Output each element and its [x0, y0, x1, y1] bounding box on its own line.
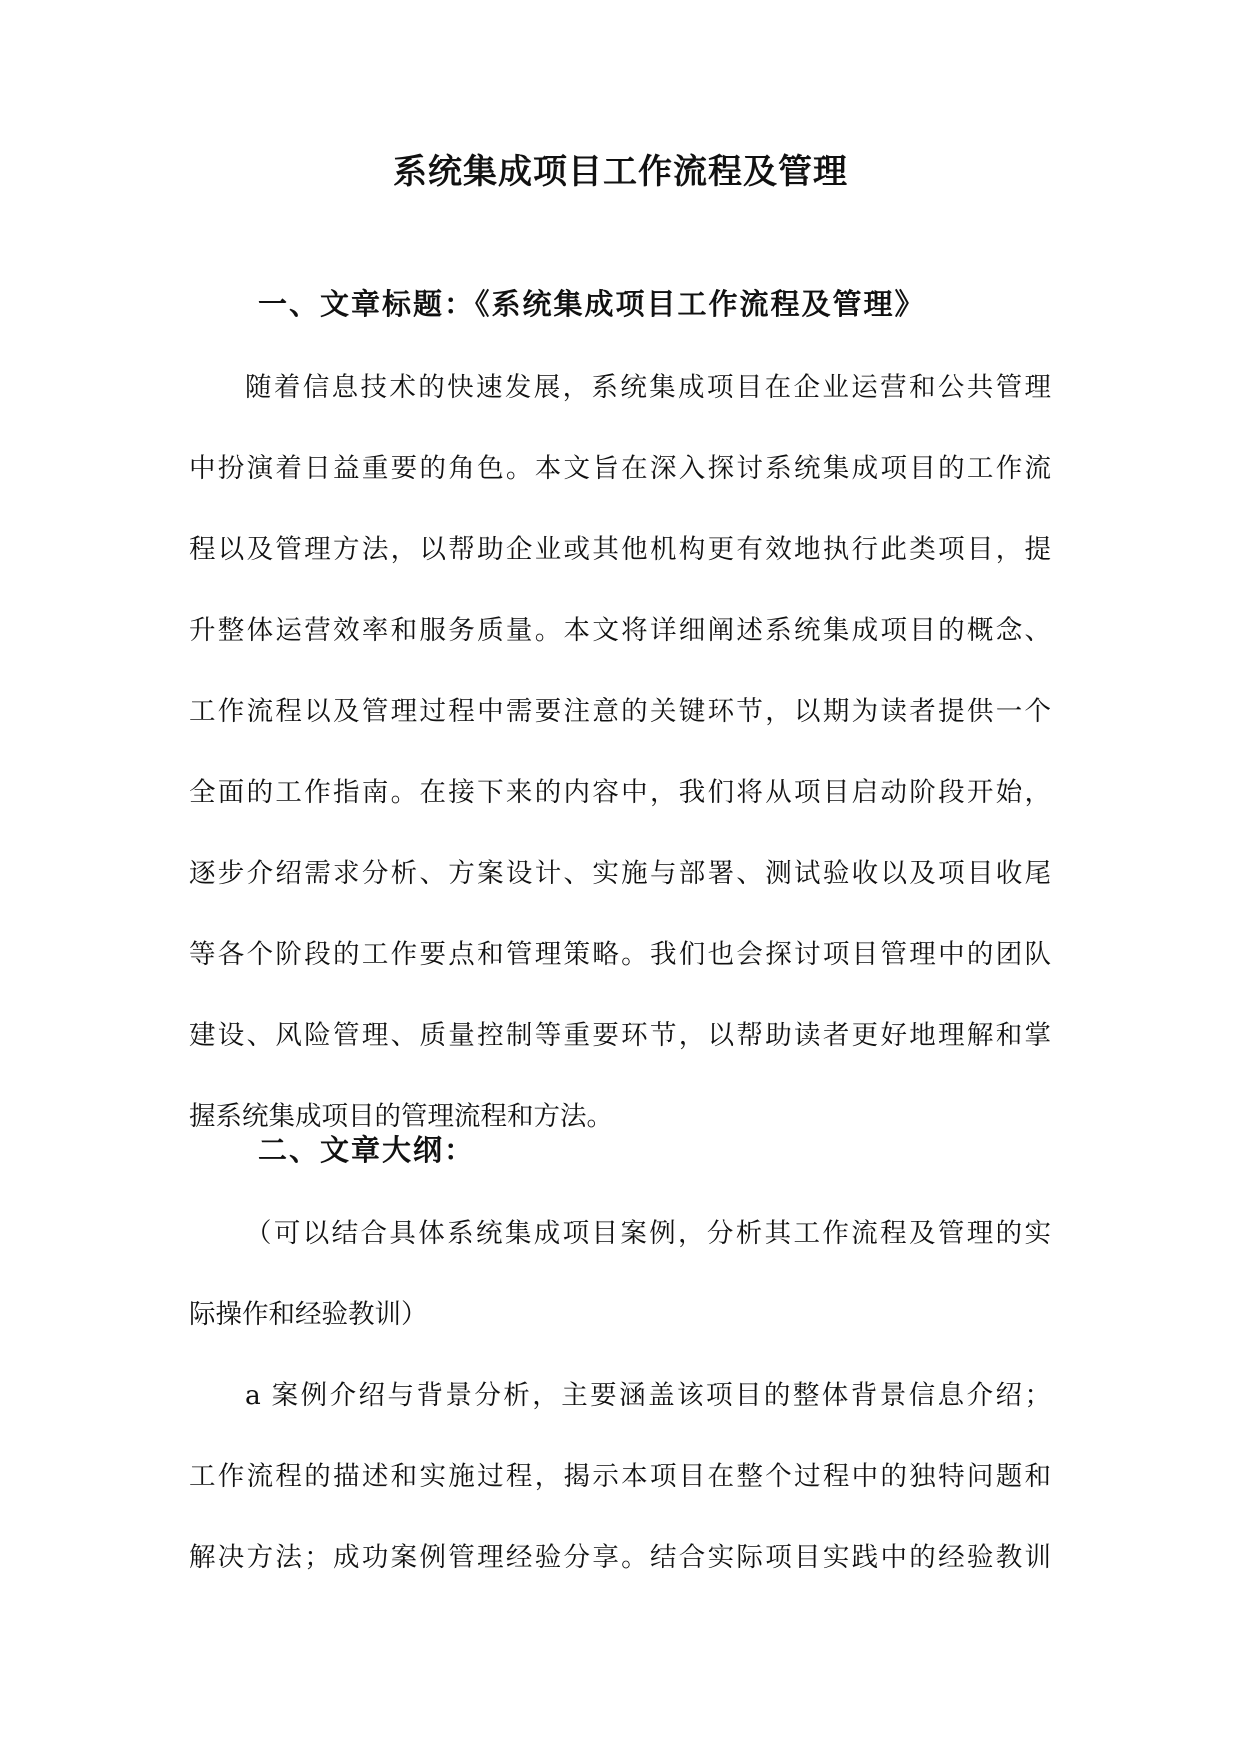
paragraph-line: 建设、风险管理、质量控制等重要环节，以帮助读者更好地理解和掌 — [189, 1020, 1051, 1051]
paragraph-line: a 案例介绍与背景分析，主要涵盖该项目的整体背景信息介绍； — [245, 1380, 1051, 1411]
intro-paragraph — [189, 347, 1051, 1157]
paragraph-line: 解决方法；成功案例管理经验分享。结合实际项目实践中的经验教训 — [189, 1542, 1051, 1573]
outline-note-paragraph — [189, 1193, 1051, 1355]
paragraph-line: 际操作和经验教训） — [189, 1299, 428, 1330]
paragraph-line: 升整体运营效率和服务质量。本文将详细阐述系统集成项目的概念、 — [189, 615, 1051, 646]
paragraph-line: 工作流程的描述和实施过程，揭示本项目在整个过程中的独特问题和 — [189, 1461, 1051, 1492]
paragraph-line: 等各个阶段的工作要点和管理策略。我们也会探讨项目管理中的团队 — [189, 939, 1051, 970]
paragraph-line: 中扮演着日益重要的角色。本文旨在深入探讨系统集成项目的工作流 — [189, 453, 1051, 484]
paragraph-line: 工作流程以及管理过程中需要注意的关键环节，以期为读者提供一个 — [189, 696, 1051, 727]
paragraph-line: 全面的工作指南。在接下来的内容中，我们将从项目启动阶段开始， — [189, 777, 1051, 808]
paragraph-line: （可以结合具体系统集成项目案例，分析其工作流程及管理的实 — [245, 1218, 1051, 1249]
case-study-paragraph — [189, 1355, 1051, 1598]
document-title: 系统集成项目工作流程及管理 — [393, 152, 848, 192]
paragraph-line: 程以及管理方法，以帮助企业或其他机构更有效地执行此类项目，提 — [189, 534, 1051, 565]
paragraph-line: 随着信息技术的快速发展，系统集成项目在企业运营和公共管理 — [245, 372, 1051, 403]
paragraph-line: 握系统集成项目的管理流程和方法。 — [189, 1101, 613, 1132]
section-heading-article-title: 一、文章标题：《系统集成项目工作流程及管理》 — [258, 287, 926, 321]
paragraph-line: 逐步介绍需求分析、方案设计、实施与部署、测试验收以及项目收尾 — [189, 858, 1051, 889]
section-heading-outline: 二、文章大纲： — [258, 1133, 476, 1167]
